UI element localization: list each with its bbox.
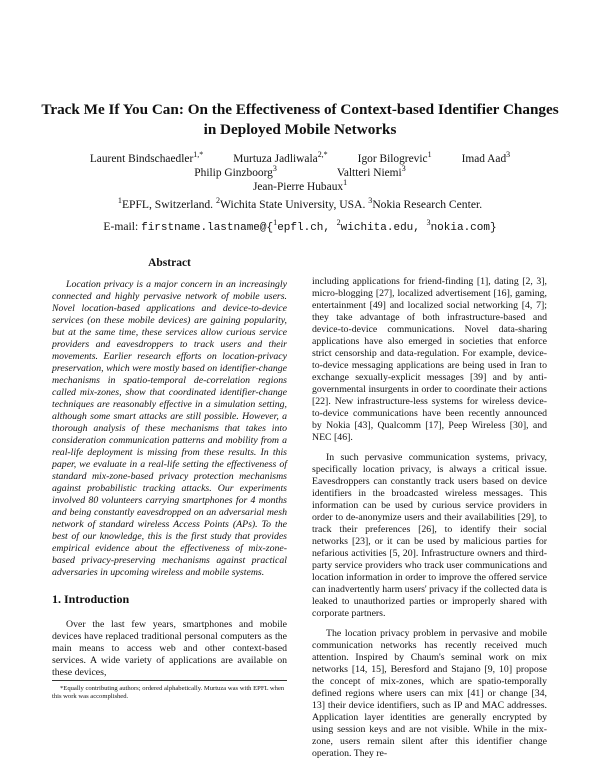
email-sup: 3 xyxy=(426,218,431,228)
title-line-1: Track Me If You Can: On the Effectiveness of Context-based Identifier Changes xyxy=(41,101,559,118)
abstract-heading: Abstract xyxy=(148,257,191,269)
right-paragraph-2: In such pervasive communication systems, privacy, specifically location privacy, is always a critical issue. Eavesdroppers can constantly track users based on device identifiers in the broadcasted wireless messages. This information can be used by curious service providers in order to de-anonymize users and their availabilities [29], to track their preferences [26], to identify their social networks [23], or it can be used by malicious parties for nefarious activities [5, 20]. Infrastructure owners and third-party service providers who track user communications and location information in order to improve the offered service can inadvertently harm users' privacy if the collected data is leaked to unauthorized parties or improperly shared with corporate partners. xyxy=(312,452,547,619)
author-sup: 1 xyxy=(343,178,348,188)
author-block xyxy=(40,152,560,194)
author-hubaux: Jean-Pierre Hubaux xyxy=(252,181,344,193)
email-part: epfl.ch, xyxy=(277,222,337,234)
author-sup: 3 xyxy=(506,150,511,160)
email-part: wichita.edu, xyxy=(340,222,427,234)
footnote xyxy=(52,680,287,702)
author-row-2 xyxy=(40,166,560,180)
email-sup: 2 xyxy=(336,218,341,228)
affil-epfl: EPFL, Switzerland. xyxy=(121,198,216,211)
author-sup: 3 xyxy=(401,164,406,174)
affil-sup: 1 xyxy=(117,196,122,206)
intro-paragraph-1: Over the last few years, smartphones and mobile devices have replaced traditional personal computers as the main means to access web and other context-based services. A wide variety of applications are available on these devices, xyxy=(52,619,287,678)
author-niemi: Valtteri Niemi xyxy=(336,167,402,179)
email-prefix: E-mail: xyxy=(103,220,142,233)
author-row-1 xyxy=(40,152,560,166)
affiliations xyxy=(40,198,560,212)
right-paragraph-1: including applications for friend-finding [1], dating [2, 3], micro-blogging [27], localized advertisement [16], gaming, entertainment [49] and localized social networking [4, 7]; they take advantage of both infrastructure-based and device-to-device communications. Novel data-sharing applications have also emerged in societies that enforce strict censorship and data-regulation. For example, device-to-device messaging applications are being used in Iran to exchange sexually-explicit messages [39] and by anti-governmental insurgents in order to coordinate their actions [22]. New infrastructure-less systems for wireless device-to-device communications have been recently announced by Nokia [43], Qualcomm [17], Peep Wireless [30], and NEC [46]. xyxy=(312,276,547,443)
author-row-3 xyxy=(40,180,560,194)
right-column xyxy=(312,276,547,768)
author-sup: 1,* xyxy=(193,150,204,160)
email-line xyxy=(40,220,560,235)
email-part: firstname.lastname@{ xyxy=(141,222,274,234)
author-sup: 2,* xyxy=(317,150,328,160)
author-ginzboorg: Philip Ginzboorg xyxy=(194,167,273,179)
affil-sup: 2 xyxy=(215,196,221,206)
affil-nokia: Nokia Research Center. xyxy=(372,198,483,211)
author-bindschaedler: Laurent Bindschaedler xyxy=(89,153,194,165)
section-heading-introduction: 1. Introduction xyxy=(52,592,130,606)
paper-title xyxy=(40,100,560,140)
author-sup: 1 xyxy=(427,150,432,160)
email-part: nokia.com} xyxy=(430,222,497,234)
author-bilogrevic: Igor Bilogrevic xyxy=(357,153,428,165)
email-sup: 1 xyxy=(273,218,278,228)
title-line-2: in Deployed Mobile Networks xyxy=(203,121,397,138)
author-aad: Imad Aad xyxy=(461,153,507,165)
right-paragraph-3: The location privacy problem in pervasive and mobile communication networks has recently received much attention. Inspired by Chaum's seminal work on mix networks [14, 15], Beresford and Stajano [9, 10] propose the concept of mix-zones, which are spatio-temporally defined regions where users can mix [41] or change [34, 13] their device identifiers, such as IP and MAC addresses. Application layer identities are generally encrypted by using session keys and are not visible. While in the mix-zone, users remain silent after this identifier change operation. They re- xyxy=(312,628,547,759)
affil-sup: 3 xyxy=(368,196,373,206)
footnote-text: *Equally contributing authors; ordered alphabetically. Murtuza was with EPFL when this work was accomplished. xyxy=(52,685,285,701)
author-sup: 3 xyxy=(272,164,277,174)
left-column xyxy=(52,257,287,687)
abstract-text: Location privacy is a major concern in an increasingly connected and highly pervasive network of mobile users. Novel location-based applications and device-to-device services (on these mobile devices) are gaining popularity, but at the same time, these services allow curious service providers and eavesdroppers to track users and their movements. Earlier research efforts on location-privacy preservation, which were mostly based on identifier-change mechanisms in spatio-temporal de-correlation regions called mix-zones, show that coordinated identifier-change techniques are reasonably effective in a simulation setting, although some smart attacks are still possible. However, a thorough analysis of these mechanisms that takes into consideration communication patterns and mobility from a real-life deployment is missing from these results. In this paper, we evaluate in a real-life setting the effectiveness of standard mix-zone-based privacy protection mechanisms against probabilistic tracking attacks. Our experiments involved 80 volunteers carrying smartphones for 4 months and being constantly eavesdropped on an adversarial mesh network of standard wireless Access Points (APs). To the best of our knowledge, this is the first study that provides empirical evidence about the effectiveness of mix-zone-based privacy-preserving mechanisms against practical adversaries in upcoming wireless and mobile systems. xyxy=(52,279,287,578)
affil-wichita: Wichita State University, USA. xyxy=(220,198,369,211)
author-jadliwala: Murtuza Jadliwala xyxy=(233,153,318,165)
